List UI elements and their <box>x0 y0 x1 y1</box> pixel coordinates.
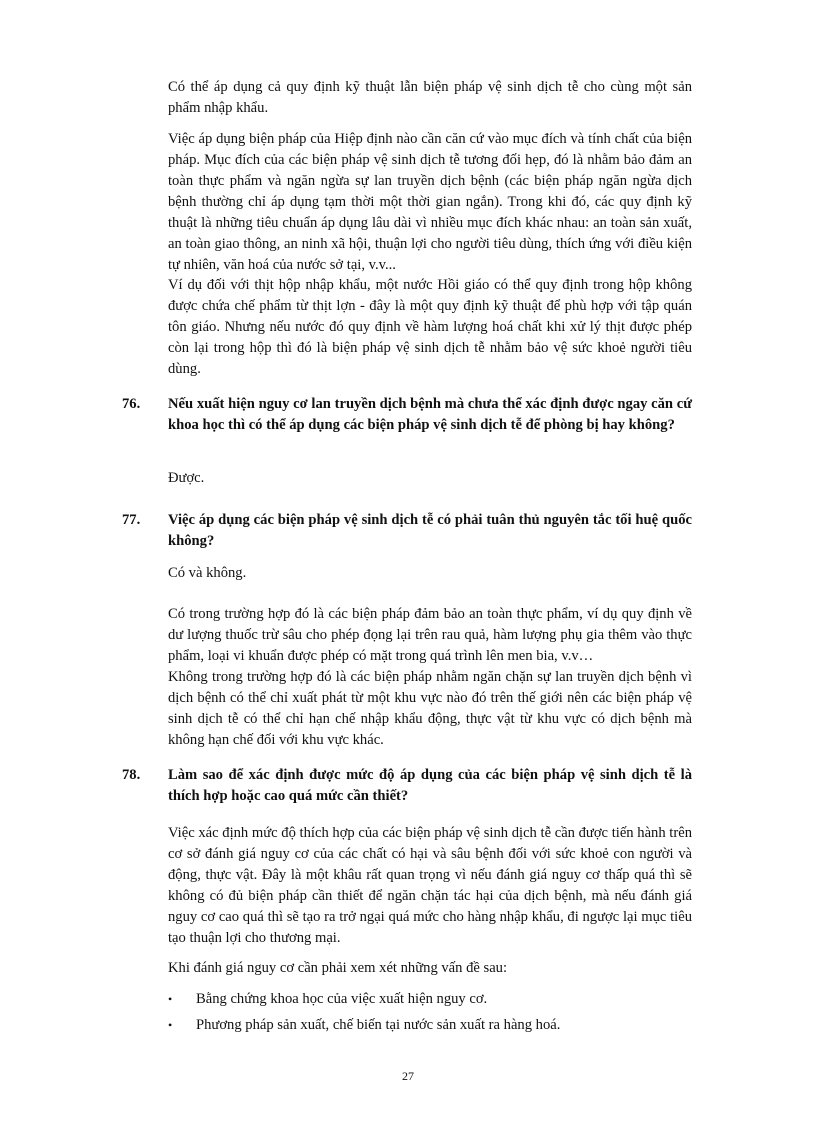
question-77-text: Việc áp dụng các biện pháp vệ sinh dịch tễ có phải tuân thủ nguyên tắc tối huệ quốc không? <box>168 512 692 549</box>
answer-77-yes-case: Có trong trường hợp đó là các biện pháp đảm bảo an toàn thực phẩm, ví dụ quy định về dư lượng thuốc trừ sâu cho phép đọng lại trên rau quả, hàm lượng phụ gia thêm vào thực phẩm, loại vi khuẩn được phép có mặt trong quá trình lên men bia, v.v… <box>168 606 692 664</box>
answer-78-considerations-intro: Khi đánh giá nguy cơ cần phải xem xét những vấn đề sau: <box>168 960 508 976</box>
page-number: 27 <box>402 1069 414 1083</box>
question-78-text: Làm sao để xác định được mức độ áp dụng của các biện pháp vệ sinh dịch tễ là thích hợp hoặc cao quá mức cần thiết? <box>168 767 692 804</box>
list-item-text: Phương pháp sản xuất, chế biến tại nước sản xuất ra hàng hoá. <box>196 1017 561 1033</box>
answer-78-assessment: Việc xác định mức độ thích hợp của các biện pháp vệ sinh dịch tễ cần được tiến hành trên cơ sở đánh giá nguy cơ của các chất có hại và sâu bệnh đối với sức khoẻ con người và động, thực vật. Đây là một khâu rất quan trọng vì nếu đánh giá nguy cơ thấp quá thì sẽ không có đủ biện pháp cần thiết để ngăn chặn tác hại của dịch bệnh, mà nếu đánh giá nguy cơ cao quá thì sẽ tạo ra trở ngại quá mức cho hàng nhập khẩu, đi ngược lại mục tiêu tạo thuận lợi cho thương mại. <box>168 825 692 946</box>
question-78-number: 78. <box>122 767 141 783</box>
answer-77-short: Có và không. <box>168 565 247 581</box>
question-77-number: 77. <box>122 512 141 528</box>
paragraph-purpose: Việc áp dụng biện pháp của Hiệp định nào cần căn cứ vào mục đích và tính chất của biện pháp. Mục đích của các biện pháp vệ sinh dịch tễ tương đối hẹp, đó là nhằm bảo đảm an toàn thực phẩm và ngăn ngừa sự lan truyền dịch bệnh (các biện pháp ngăn ngừa dịch bệnh thường chỉ áp dụng tạm thời một thời gian ngắn). Trong khi đó, các quy định kỹ thuật là những tiêu chuẩn áp dụng lâu dài vì nhiều mục đích khác nhau: an toàn sản xuất, an toàn giao thông, an ninh xã hội, thuận lợi cho người tiêu dùng, thích ứng với điều kiện tự nhiên, văn hoá của nước sở tại, v.v... <box>168 131 692 273</box>
bullet-icon: • <box>168 992 173 1006</box>
paragraph-intro: Có thể áp dụng cả quy định kỹ thuật lẫn biện pháp vệ sinh dịch tễ cho cùng một sản phẩm nhập khẩu. <box>168 79 692 116</box>
bullet-icon: • <box>168 1018 173 1032</box>
question-76-number: 76. <box>122 396 141 412</box>
paragraph-example: Ví dụ đối với thịt hộp nhập khẩu, một nước Hồi giáo có thể quy định trong hộp không được chứa chế phẩm từ thịt lợn - đây là một quy định kỹ thuật để phù hợp với tập quán tôn giáo. Nhưng nếu nước đó quy định về hàm lượng hoá chất khi xử lý thịt được phép còn lại trong hộp thì đó là biện pháp vệ sinh dịch tễ nhằm bảo vệ sức khoẻ người tiêu dùng. <box>168 277 692 377</box>
question-76-text: Nếu xuất hiện nguy cơ lan truyền dịch bệnh mà chưa thể xác định được ngay căn cứ khoa học thì có thể áp dụng các biện pháp vệ sinh dịch tễ để phòng bị hay không? <box>168 396 692 433</box>
answer-77-no-case: Không trong trường hợp đó là các biện pháp nhằm ngăn chặn sự lan truyền dịch bệnh vì dịch bệnh có thể chỉ xuất phát từ một khu vực nào đó trên thế giới nên các biện pháp vệ sinh dịch tễ có thể chỉ hạn chế nhập khẩu động, thực vật từ khu vực có dịch bệnh mà không hạn chế đối với khu vực khác. <box>168 669 692 748</box>
list-item-text: Bằng chứng khoa học của việc xuất hiện nguy cơ. <box>196 991 488 1007</box>
answer-76: Được. <box>168 470 205 486</box>
